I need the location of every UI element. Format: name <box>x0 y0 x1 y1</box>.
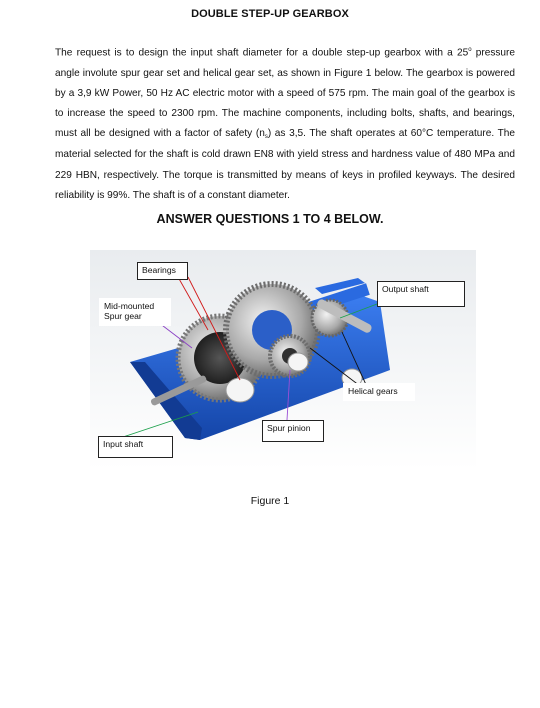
bearing-mid <box>288 353 308 371</box>
statement-end: ) as 3,5. The shaft operates at 60°C temperature. The material selected for the shaft is cold drawn EN8 with yield stress and hardness value of 480 MPa and 229 HBN, respectively. The torque is transmitted by means of keys in profiled keyways. The desired reliability is 99%. The shaft is of a constant diameter. <box>55 128 515 201</box>
degree-symbol: o <box>468 47 472 53</box>
callout-helical-gears-label: Helical gears <box>348 386 398 396</box>
callout-helical-gears <box>343 383 415 401</box>
callout-output-shaft-label: Output shaft <box>382 284 429 294</box>
callout-mid-mounted-spur-gear <box>99 298 171 326</box>
callout-output-shaft <box>377 281 465 307</box>
callout-mid-mounted-line2: Spur gear <box>104 311 142 321</box>
callout-spur-pinion <box>262 420 324 442</box>
problem-statement <box>55 40 515 206</box>
callout-spur-pinion-label: Spur pinion <box>267 423 311 433</box>
gearbox-figure <box>90 250 476 470</box>
bearing-front <box>226 378 254 402</box>
figure-caption: Figure 1 <box>250 495 290 507</box>
safety-factor-subscript: s <box>264 134 268 141</box>
callout-input-shaft-label: Input shaft <box>103 439 144 449</box>
callout-bearings-label: Bearings <box>142 265 176 275</box>
section-heading: ANSWER QUESTIONS 1 TO 4 BELOW. <box>156 212 384 226</box>
document-title: DOUBLE STEP-UP GEARBOX <box>191 8 349 20</box>
callout-input-shaft <box>98 436 173 458</box>
statement-intro: The request is to design the input shaft diameter for a double step-up gearbox with a 25 <box>55 47 469 59</box>
callout-mid-mounted-line1: Mid-mounted <box>104 301 155 311</box>
statement-body: pressure angle involute spur gear set and helical gear set, as shown in Figure 1 below. The gearbox is powered by a 3,9 kW Power, 50 Hz AC electric motor with a speed of 575 rpm. The main goal of the gearbox is to increase the speed to 2300 rpm. The machine components, including bolts, shafts, and bearings, must all be designed with a factor of safety (n <box>55 47 516 140</box>
callout-bearings <box>137 262 188 280</box>
